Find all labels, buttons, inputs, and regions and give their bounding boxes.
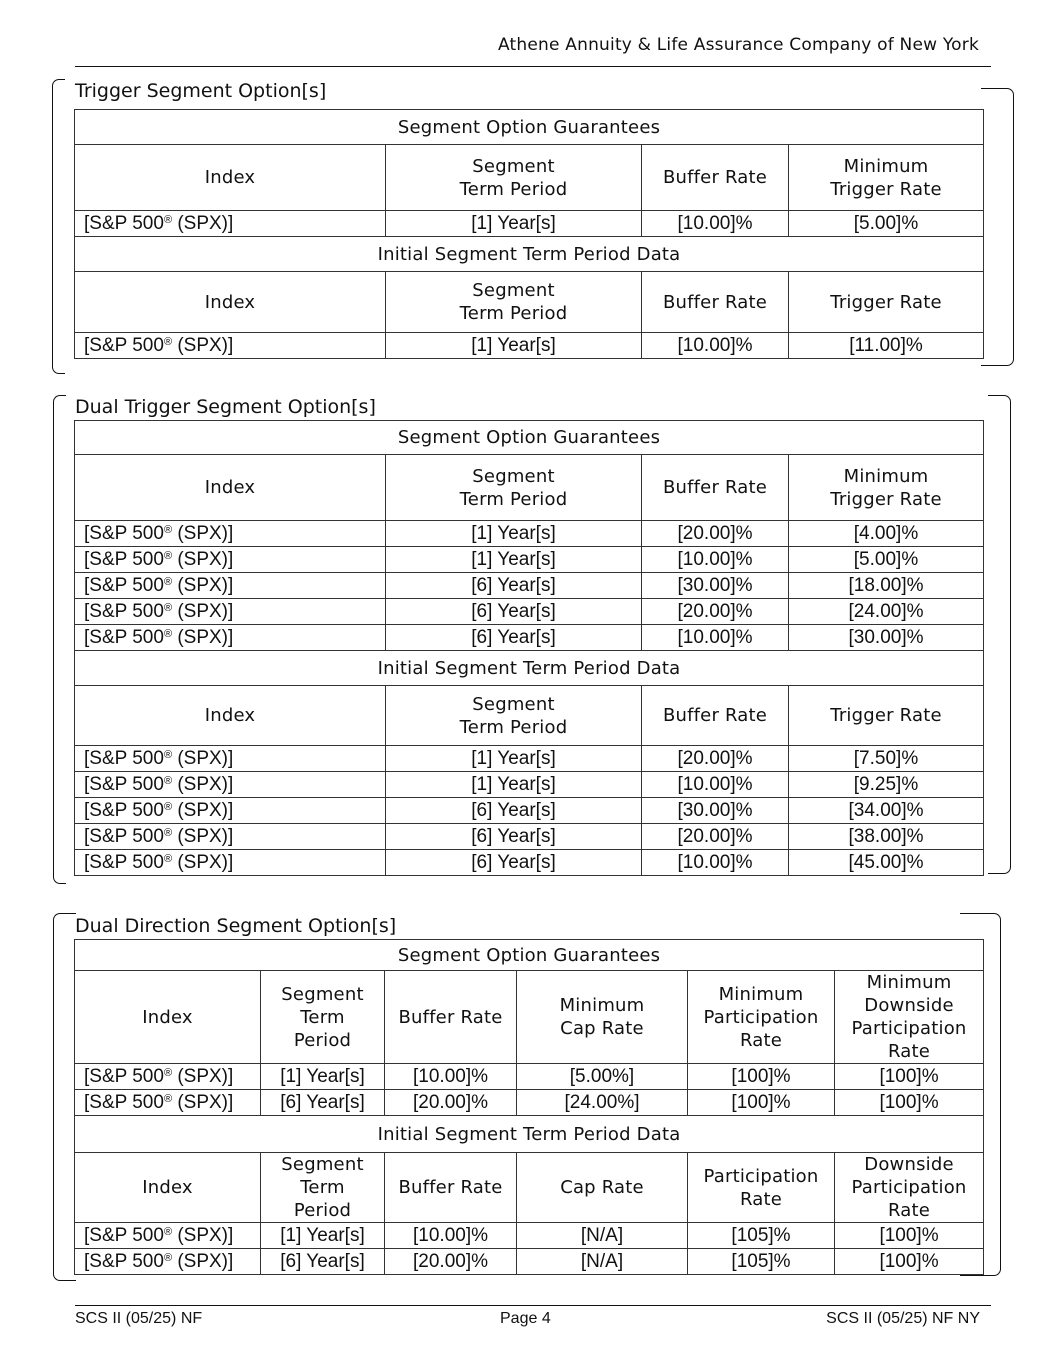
table-row bbox=[75, 1064, 984, 1090]
value-cell: [100]% bbox=[688, 1090, 835, 1116]
value-cell: [6] Year[s] bbox=[386, 824, 642, 850]
column-header bbox=[688, 971, 835, 1064]
section-1-left-bracket bbox=[52, 79, 65, 374]
value-cell: [5.00]% bbox=[789, 547, 984, 573]
value-cell: [20.00]% bbox=[642, 521, 789, 547]
trigger-segment-table bbox=[74, 109, 984, 359]
index-ticker: (SPX)] bbox=[177, 522, 234, 544]
value-cell: [1] Year[s] bbox=[261, 1223, 385, 1249]
index-ticker: (SPX)] bbox=[177, 626, 234, 648]
column-header-label: Cap Rate bbox=[560, 1177, 644, 1198]
column-header bbox=[688, 1153, 835, 1223]
value-cell: [6] Year[s] bbox=[261, 1249, 385, 1275]
column-header-label: Minimum Trigger Rate bbox=[830, 155, 942, 200]
footer-rule bbox=[75, 1305, 991, 1306]
index-ticker: (SPX)] bbox=[177, 574, 234, 596]
column-header bbox=[642, 145, 789, 211]
column-header-label: Buffer Rate bbox=[662, 477, 768, 498]
value-cell: [1] Year[s] bbox=[386, 521, 642, 547]
value-cell: [10.00]% bbox=[385, 1064, 517, 1090]
value-cell: [34.00]% bbox=[789, 798, 984, 824]
value-cell: [100]% bbox=[835, 1223, 984, 1249]
initial-table-title: Initial Segment Term Period Data bbox=[75, 651, 984, 686]
column-header bbox=[75, 455, 386, 521]
registered-mark: ® bbox=[163, 523, 173, 536]
value-cell: [105]% bbox=[688, 1223, 835, 1249]
column-header-label: Minimum Cap Rate bbox=[559, 995, 645, 1039]
value-cell: [1] Year[s] bbox=[386, 547, 642, 573]
index-name: [S&P 500 bbox=[84, 212, 164, 234]
value-cell: [20.00]% bbox=[642, 746, 789, 772]
initial-header-row bbox=[75, 686, 984, 746]
value-cell: [1] Year[s] bbox=[386, 211, 642, 237]
guarantees-table-title: Segment Option Guarantees bbox=[75, 421, 984, 455]
index-cell bbox=[75, 1064, 261, 1090]
table-row bbox=[75, 547, 984, 573]
value-cell: [10.00]% bbox=[642, 547, 789, 573]
value-cell: [1] Year[s] bbox=[386, 772, 642, 798]
column-header-label: Segment Term Period bbox=[459, 155, 568, 200]
value-cell: [6] Year[s] bbox=[386, 599, 642, 625]
table-row bbox=[75, 746, 984, 772]
guarantees-table-title: Segment Option Guarantees bbox=[75, 940, 984, 971]
guarantees-title-row bbox=[75, 421, 984, 455]
value-cell: [5.00]% bbox=[789, 211, 984, 237]
index-name: [S&P 500 bbox=[84, 548, 164, 570]
registered-mark: ® bbox=[163, 575, 173, 588]
table-row bbox=[75, 1223, 984, 1249]
value-cell: [24.00%] bbox=[517, 1090, 688, 1116]
footer-form-number-left: SCS II (05/25) NF bbox=[75, 1310, 203, 1327]
column-header bbox=[642, 686, 789, 746]
index-name: [S&P 500 bbox=[84, 626, 164, 648]
guarantees-header-row bbox=[75, 455, 984, 521]
index-cell bbox=[75, 824, 386, 850]
index-name: [S&P 500 bbox=[84, 747, 164, 769]
table-row bbox=[75, 772, 984, 798]
registered-mark: ® bbox=[163, 1225, 173, 1238]
initial-title-row bbox=[75, 237, 984, 272]
table-row bbox=[75, 850, 984, 876]
column-header-label: Buffer Rate bbox=[662, 705, 768, 726]
initial-header-row bbox=[75, 272, 984, 333]
guarantees-title-row bbox=[75, 940, 984, 971]
initial-title-row bbox=[75, 1116, 984, 1153]
index-ticker: (SPX)] bbox=[177, 1091, 234, 1113]
section-3-left-bracket bbox=[53, 913, 76, 1281]
column-header-label: Minimum Trigger Rate bbox=[830, 465, 942, 510]
guarantees-header-row bbox=[75, 971, 984, 1064]
registered-mark: ® bbox=[163, 549, 173, 562]
registered-mark: ® bbox=[163, 213, 173, 226]
index-ticker: (SPX)] bbox=[177, 600, 234, 622]
value-cell: [10.00]% bbox=[642, 772, 789, 798]
column-header bbox=[261, 971, 385, 1064]
index-cell bbox=[75, 798, 386, 824]
value-cell: [100]% bbox=[835, 1090, 984, 1116]
column-header bbox=[789, 272, 984, 333]
column-header bbox=[789, 145, 984, 211]
table-row bbox=[75, 1090, 984, 1116]
section-2-title: Dual Trigger Segment Option[s] bbox=[75, 396, 376, 418]
column-header bbox=[642, 272, 789, 333]
column-header-label: Trigger Rate bbox=[830, 705, 942, 726]
index-cell bbox=[75, 333, 386, 359]
section-2-left-bracket bbox=[53, 395, 66, 884]
column-header-label: Index bbox=[204, 705, 256, 726]
column-header bbox=[75, 1153, 261, 1223]
value-cell: [20.00]% bbox=[385, 1249, 517, 1275]
index-name: [S&P 500 bbox=[84, 799, 164, 821]
column-header bbox=[386, 455, 642, 521]
table-row bbox=[75, 599, 984, 625]
index-cell bbox=[75, 547, 386, 573]
guarantees-table-title: Segment Option Guarantees bbox=[75, 110, 984, 145]
value-cell: [10.00]% bbox=[642, 625, 789, 651]
column-header bbox=[386, 145, 642, 211]
footer-page-number: Page 4 bbox=[500, 1310, 551, 1327]
value-cell: [10.00]% bbox=[642, 211, 789, 237]
index-name: [S&P 500 bbox=[84, 574, 164, 596]
registered-mark: ® bbox=[163, 852, 173, 865]
column-header bbox=[517, 971, 688, 1064]
index-name: [S&P 500 bbox=[84, 522, 164, 544]
value-cell: [9.25]% bbox=[789, 772, 984, 798]
initial-header-row bbox=[75, 1153, 984, 1223]
value-cell: [N/A] bbox=[517, 1249, 688, 1275]
table-row bbox=[75, 1249, 984, 1275]
index-ticker: (SPX)] bbox=[177, 773, 234, 795]
column-header bbox=[385, 1153, 517, 1223]
value-cell: [20.00]% bbox=[642, 824, 789, 850]
value-cell: [100]% bbox=[835, 1064, 984, 1090]
index-name: [S&P 500 bbox=[84, 600, 164, 622]
value-cell: [7.50]% bbox=[789, 746, 984, 772]
value-cell: [45.00]% bbox=[789, 850, 984, 876]
index-ticker: (SPX)] bbox=[177, 747, 234, 769]
column-header-label: Buffer Rate bbox=[398, 1006, 503, 1028]
registered-mark: ® bbox=[163, 826, 173, 839]
value-cell: [100]% bbox=[688, 1064, 835, 1090]
index-cell bbox=[75, 746, 386, 772]
index-name: [S&P 500 bbox=[84, 825, 164, 847]
column-header bbox=[789, 455, 984, 521]
index-ticker: (SPX)] bbox=[177, 1224, 234, 1246]
section-3-title: Dual Direction Segment Option[s] bbox=[75, 915, 397, 937]
registered-mark: ® bbox=[163, 748, 173, 761]
column-header-label: Minimum Downside Participation Rate bbox=[851, 972, 967, 1062]
index-cell bbox=[75, 573, 386, 599]
column-header bbox=[835, 1153, 984, 1223]
registered-mark: ® bbox=[163, 1092, 173, 1105]
table-row bbox=[75, 333, 984, 359]
column-header bbox=[75, 971, 261, 1064]
value-cell: [6] Year[s] bbox=[261, 1090, 385, 1116]
footer-form-number-right: SCS II (05/25) NF NY bbox=[826, 1310, 980, 1327]
index-ticker: (SPX)] bbox=[177, 1065, 234, 1087]
value-cell: [20.00]% bbox=[385, 1090, 517, 1116]
index-ticker: (SPX)] bbox=[177, 548, 234, 570]
index-name: [S&P 500 bbox=[84, 1091, 164, 1113]
column-header-label: Buffer Rate bbox=[662, 167, 768, 188]
initial-table-title: Initial Segment Term Period Data bbox=[75, 237, 984, 272]
column-header bbox=[385, 971, 517, 1064]
column-header-label: Segment Term Period bbox=[281, 1154, 364, 1221]
header-rule bbox=[75, 66, 991, 67]
value-cell: [38.00]% bbox=[789, 824, 984, 850]
table-row bbox=[75, 625, 984, 651]
column-header-label: Index bbox=[204, 291, 256, 313]
value-cell: [1] Year[s] bbox=[386, 746, 642, 772]
dual-trigger-segment-table bbox=[74, 420, 984, 876]
registered-mark: ® bbox=[163, 335, 173, 348]
column-header bbox=[75, 145, 386, 211]
index-ticker: (SPX)] bbox=[177, 851, 234, 873]
column-header bbox=[835, 971, 984, 1064]
guarantees-title-row bbox=[75, 110, 984, 145]
value-cell: [5.00%] bbox=[517, 1064, 688, 1090]
value-cell: [24.00]% bbox=[789, 599, 984, 625]
column-header-label: Index bbox=[142, 1006, 193, 1028]
column-header bbox=[517, 1153, 688, 1223]
column-header bbox=[75, 272, 386, 333]
table-row bbox=[75, 798, 984, 824]
index-cell bbox=[75, 772, 386, 798]
value-cell: [1] Year[s] bbox=[261, 1064, 385, 1090]
value-cell: [30.00]% bbox=[789, 625, 984, 651]
column-header-label: Downside Participation Rate bbox=[851, 1154, 967, 1221]
column-header-label: Minimum Participation Rate bbox=[703, 983, 819, 1051]
index-ticker: (SPX)] bbox=[177, 334, 234, 356]
index-name: [S&P 500 bbox=[84, 773, 164, 795]
column-header bbox=[386, 272, 642, 333]
value-cell: [20.00]% bbox=[642, 599, 789, 625]
column-header-label: Buffer Rate bbox=[662, 291, 768, 313]
registered-mark: ® bbox=[163, 1066, 173, 1079]
initial-title-row bbox=[75, 651, 984, 686]
value-cell: [4.00]% bbox=[789, 521, 984, 547]
value-cell: [11.00]% bbox=[789, 333, 984, 359]
column-header bbox=[386, 686, 642, 746]
value-cell: [10.00]% bbox=[642, 333, 789, 359]
value-cell: [30.00]% bbox=[642, 573, 789, 599]
value-cell: [1] Year[s] bbox=[386, 333, 642, 359]
column-header-label: Index bbox=[142, 1177, 193, 1198]
guarantees-header-row bbox=[75, 145, 984, 211]
table-row bbox=[75, 824, 984, 850]
index-name: [S&P 500 bbox=[84, 1224, 164, 1246]
registered-mark: ® bbox=[163, 800, 173, 813]
value-cell: [6] Year[s] bbox=[386, 625, 642, 651]
column-header-label: Segment Term Period bbox=[459, 465, 568, 510]
column-header-label: Buffer Rate bbox=[398, 1177, 503, 1198]
column-header-label: Participation Rate bbox=[703, 1165, 819, 1210]
column-header-label: Segment Term Period bbox=[281, 983, 364, 1051]
column-header bbox=[642, 455, 789, 521]
column-header bbox=[75, 686, 386, 746]
index-ticker: (SPX)] bbox=[177, 212, 234, 234]
value-cell: [30.00]% bbox=[642, 798, 789, 824]
value-cell: [N/A] bbox=[517, 1223, 688, 1249]
index-ticker: (SPX)] bbox=[177, 799, 234, 821]
section-1-title: Trigger Segment Option[s] bbox=[75, 80, 327, 102]
index-ticker: (SPX)] bbox=[177, 825, 234, 847]
index-cell bbox=[75, 625, 386, 651]
index-name: [S&P 500 bbox=[84, 1065, 164, 1087]
index-cell bbox=[75, 599, 386, 625]
company-name: Athene Annuity & Life Assurance Company of New York bbox=[498, 35, 979, 55]
registered-mark: ® bbox=[163, 774, 173, 787]
registered-mark: ® bbox=[163, 627, 173, 640]
index-cell bbox=[75, 211, 386, 237]
column-header bbox=[789, 686, 984, 746]
value-cell: [18.00]% bbox=[789, 573, 984, 599]
column-header-label: Index bbox=[204, 477, 256, 498]
column-header bbox=[261, 1153, 385, 1223]
dual-direction-segment-table bbox=[74, 939, 984, 1275]
section-1-right-bracket bbox=[981, 88, 1014, 366]
index-cell bbox=[75, 1223, 261, 1249]
index-cell bbox=[75, 1249, 261, 1275]
column-header-label: Index bbox=[204, 167, 256, 188]
index-ticker: (SPX)] bbox=[177, 1250, 234, 1272]
value-cell: [100]% bbox=[835, 1249, 984, 1275]
table-row bbox=[75, 573, 984, 599]
value-cell: [105]% bbox=[688, 1249, 835, 1275]
section-2-right-bracket bbox=[988, 395, 1011, 874]
registered-mark: ® bbox=[163, 1251, 173, 1264]
value-cell: [6] Year[s] bbox=[386, 573, 642, 599]
index-name: [S&P 500 bbox=[84, 851, 164, 873]
index-name: [S&P 500 bbox=[84, 1250, 164, 1272]
value-cell: [10.00]% bbox=[642, 850, 789, 876]
column-header-label: Trigger Rate bbox=[830, 291, 942, 313]
table-row bbox=[75, 521, 984, 547]
table-row bbox=[75, 211, 984, 237]
index-name: [S&P 500 bbox=[84, 334, 164, 356]
initial-table-title: Initial Segment Term Period Data bbox=[75, 1116, 984, 1153]
index-cell bbox=[75, 1090, 261, 1116]
index-cell bbox=[75, 850, 386, 876]
column-header-label: Segment Term Period bbox=[459, 280, 568, 324]
index-cell bbox=[75, 521, 386, 547]
value-cell: [10.00]% bbox=[385, 1223, 517, 1249]
value-cell: [6] Year[s] bbox=[386, 850, 642, 876]
column-header-label: Segment Term Period bbox=[459, 693, 568, 738]
value-cell: [6] Year[s] bbox=[386, 798, 642, 824]
registered-mark: ® bbox=[163, 601, 173, 614]
